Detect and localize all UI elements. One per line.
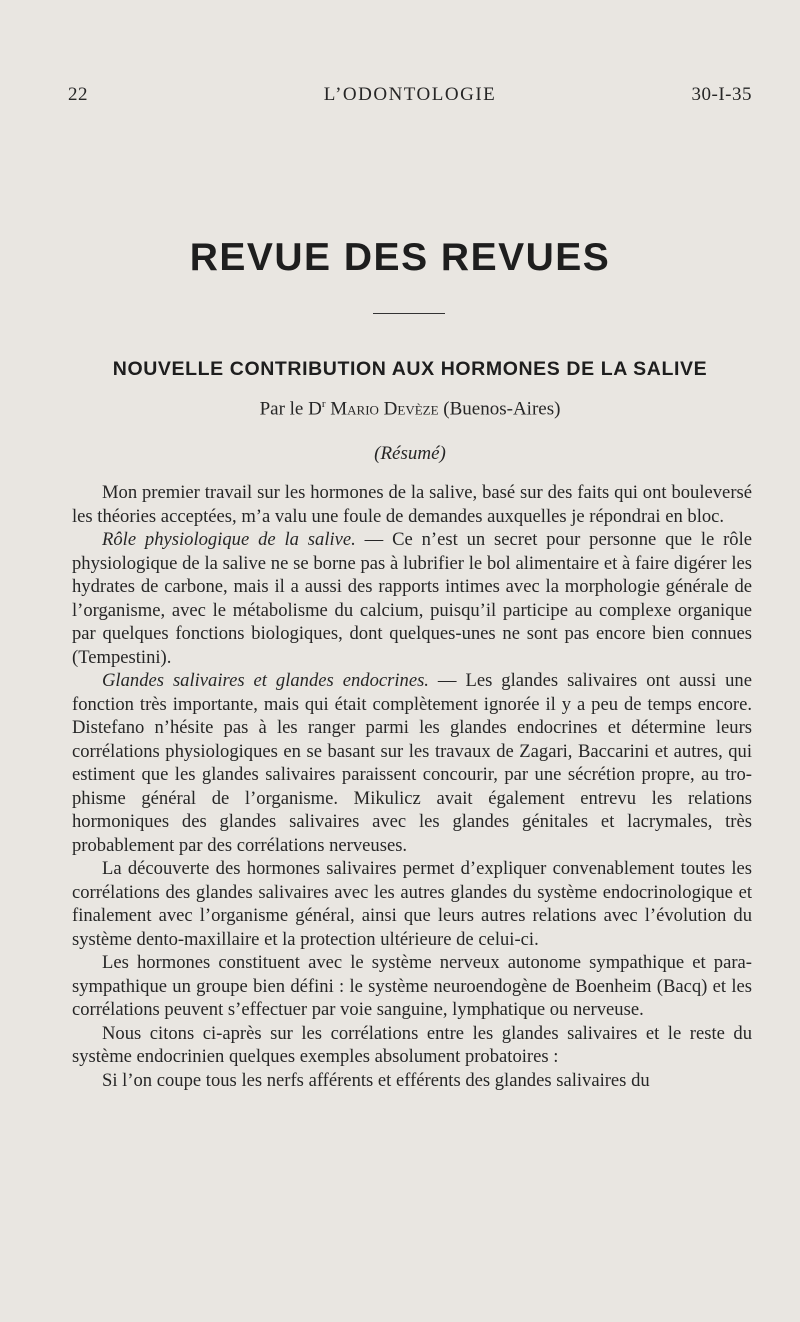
byline-sup: r	[321, 398, 326, 410]
resume-label: (Résumé)	[374, 443, 446, 464]
paragraph-text: — Les glandes salivaires ont aussi une fonction très importante, mais qui était complètement ignorée il y a peu de temps encore. Distefano n’hésite pas à les ranger parmi les glandes endocrines et détermine leurs corrélations physiologiques en se basant sur les travaux de Zagari, Baccarini et autres, qui estiment que les glandes salivaires paraissent concourir, par une sécrétion propre, au trophisme général de l’organisme. Mikulicz avait également entrevu les relations hormoniques des glandes salivaires avec les glandes génitales et lacrymales, très probablement par des corrélations nerveuses.	[72, 670, 752, 856]
paragraph	[72, 1022, 752, 1069]
paragraph	[72, 528, 752, 669]
running-head	[68, 84, 752, 112]
paragraph	[72, 481, 752, 528]
article-body	[72, 481, 752, 1092]
paragraph-heading: Glandes salivaires et glandes endocrines.	[102, 670, 429, 691]
issue-date: 30-I-35	[691, 84, 752, 105]
paragraph-heading: Rôle physiologique de la salive.	[102, 529, 356, 550]
author-name: Mario Devèze	[330, 398, 439, 420]
byline	[68, 398, 752, 420]
article-title: NOUVELLE CONTRIBUTION AUX HORMONES DE LA SALIVE	[112, 358, 708, 380]
paragraph	[72, 1069, 752, 1093]
page-number: 22	[68, 84, 88, 105]
byline-prefix: Par le D	[259, 398, 322, 420]
paragraph-text: La découverte des hormones salivaires permet d’expliquer convenablement toutes les corrélations des glandes salivaires avec les autres glandes du système endocrinologique et finalement avec l’organisme général, ainsi que leurs autres relations avec l’évolution du système dento-maxillaire et la protection ultérieure de celui-ci.	[72, 858, 752, 950]
paragraph	[72, 951, 752, 1022]
author-location: (Buenos-Aires)	[443, 398, 561, 420]
paragraph-text: Nous citons ci-après sur les corrélations entre les glandes salivaires et le reste du système endocrinien quelques exemples absolument probatoires :	[72, 1022, 752, 1067]
paragraph-text: Les hormones constituent avec le système nerveux autonome sympathique et para-sympathique un groupe bien défini : le système neuroendogène de Boenheim (Bacq) et les corrélations peuvent s’effectuer par voie sanguine, lymphatique ou nerveuse.	[72, 952, 752, 1020]
paragraph-text: Mon premier travail sur les hormones de la salive, basé sur des faits qui ont bouleversé les théories acceptées, m’a valu une foule de demandes auxquelles je répondrai en bloc.	[72, 482, 752, 527]
section-title: REVUE DES REVUES	[189, 236, 611, 279]
paragraph	[72, 857, 752, 951]
paragraph-text: — Ce n’est un secret pour personne que le rôle physiologique de la salive ne se borne pas à lubrifier le bol alimentaire et à faire digérer les hydrates de carbone, mais il a aussi des rapports intimes avec la morphologie générale de l’organisme, avec le métabolisme du calcium, puisqu’il participe au complexe organique par quelques fonctions biologiques, dont quelques-unes ne sont pas encore bien connues (Tempestini).	[72, 529, 752, 668]
paragraph-text: Si l’on coupe tous les nerfs afférents et efférents des glandes salivaires du	[102, 1069, 650, 1091]
journal-title: L’ODONTOLOGIE	[323, 84, 497, 105]
title-divider	[373, 313, 445, 314]
paragraph	[72, 669, 752, 857]
